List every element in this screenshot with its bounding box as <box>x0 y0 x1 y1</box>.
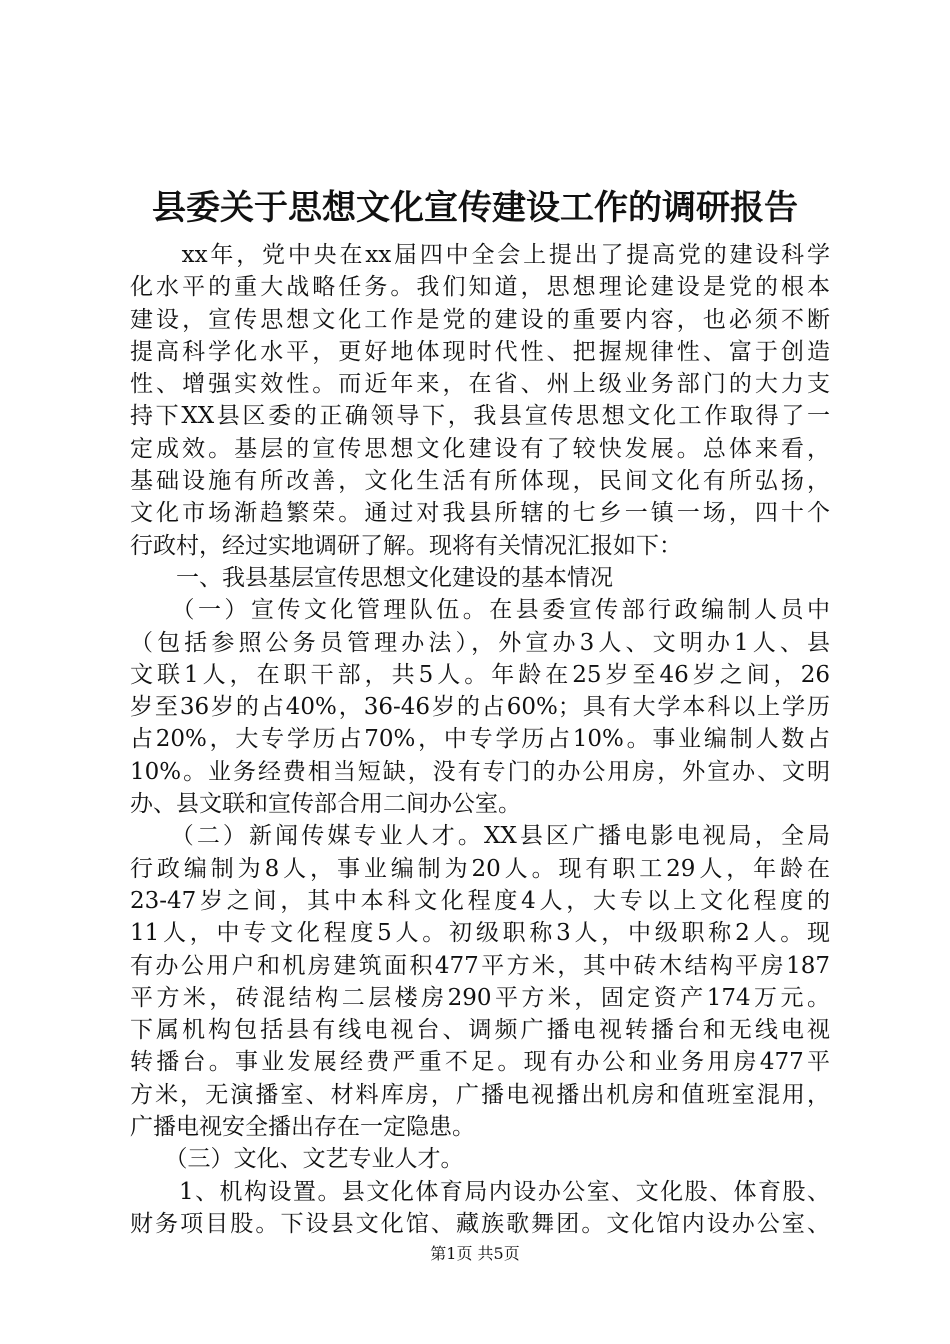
body-line: xx年，党中央在xx届四中全会上提出了提高党的建设科学 <box>130 242 830 268</box>
body-line: 一、我县基层宣传思想文化建设的基本情况 <box>130 564 613 591</box>
body-line: 行政村，经过实地调研了解。现将有关情况汇报如下： <box>130 532 682 559</box>
body-line: 行政编制为8人，事业编制为20人。现有职工29人，年龄在 <box>130 855 830 882</box>
body-line: 财务项目股。下设县文化馆、藏族歌舞团。文化馆内设办公室、 <box>130 1210 830 1237</box>
body-line: 建设，宣传思想文化工作是党的建设的重要内容，也必须不断 <box>130 306 830 333</box>
body-line: （一）宣传文化管理队伍。在县委宣传部行政编制人员中 <box>130 597 830 624</box>
body-line: （包括参照公务员管理办法），外宣办3人、文明办1人、县 <box>130 629 830 656</box>
body-line: 办、县文联和宣传部合用二间办公室。 <box>130 791 521 818</box>
body-line: 23-47岁之间，其中本科文化程度4人，大专以上文化程度的 <box>130 887 830 914</box>
body-line: 定成效。基层的宣传思想文化建设有了较快发展。总体来看， <box>130 435 830 462</box>
body-line: 基础设施有所改善，文化生活有所体现，民间文化有所弘扬， <box>130 468 830 495</box>
document-body <box>130 239 830 1240</box>
body-line: 提高科学化水平，更好地体现时代性、把握规律性、富于创造 <box>130 338 830 365</box>
body-line: 广播电视安全播出存在一定隐患。 <box>130 1114 475 1141</box>
body-line: 文化市场渐趋繁荣。通过对我县所辖的七乡一镇一场，四十个 <box>130 500 830 527</box>
body-line: 平方米，砖混结构二层楼房290平方米，固定资产174万元。 <box>130 984 830 1011</box>
body-line: 转播台。事业发展经费严重不足。现有办公和业务用房477平 <box>130 1049 830 1076</box>
body-line: 有办公用户和机房建筑面积477平方米，其中砖木结构平房187 <box>130 952 830 979</box>
body-line: 占20%，大专学历占70%，中专学历占10%。事业编制人数占 <box>130 726 830 753</box>
body-line: 化水平的重大战略任务。我们知道，思想理论建设是党的根本 <box>130 274 830 301</box>
body-line: 方米，无演播室、材料库房，广播电视播出机房和值班室混用， <box>130 1081 830 1108</box>
body-line: 11人，中专文化程度5人。初级职称3人，中级职称2人。现 <box>130 920 830 947</box>
body-line: 文联1人，在职干部，共5人。年龄在25岁至46岁之间，26 <box>130 661 830 688</box>
page-footer: 第1页 共5页 <box>430 1244 520 1263</box>
body-line: 持下XX县区委的正确领导下，我县宣传思想文化工作取得了一 <box>130 403 830 430</box>
body-line: 岁至36岁的占40%，36-46岁的占60%；具有大学本科以上学历 <box>130 694 830 721</box>
body-line: 1、机构设置。县文化体育局内设办公室、文化股、体育股、 <box>130 1178 830 1205</box>
body-line: （二）新闻传媒专业人才。XX县区广播电影电视局，全局 <box>130 823 830 850</box>
body-line: 下属机构包括县有线电视台、调频广播电视转播台和无线电视 <box>130 1017 830 1044</box>
document-title: 县委关于思想文化宣传建设工作的调研报告 <box>152 188 798 228</box>
body-line: 性、增强实效性。而近年来，在省、州上级业务部门的大力支 <box>130 371 830 398</box>
body-line: （三）文化、文艺专业人才。 <box>130 1146 464 1173</box>
body-line: 10%。业务经费相当短缺，没有专门的办公用房，外宣办、文明 <box>130 758 830 785</box>
